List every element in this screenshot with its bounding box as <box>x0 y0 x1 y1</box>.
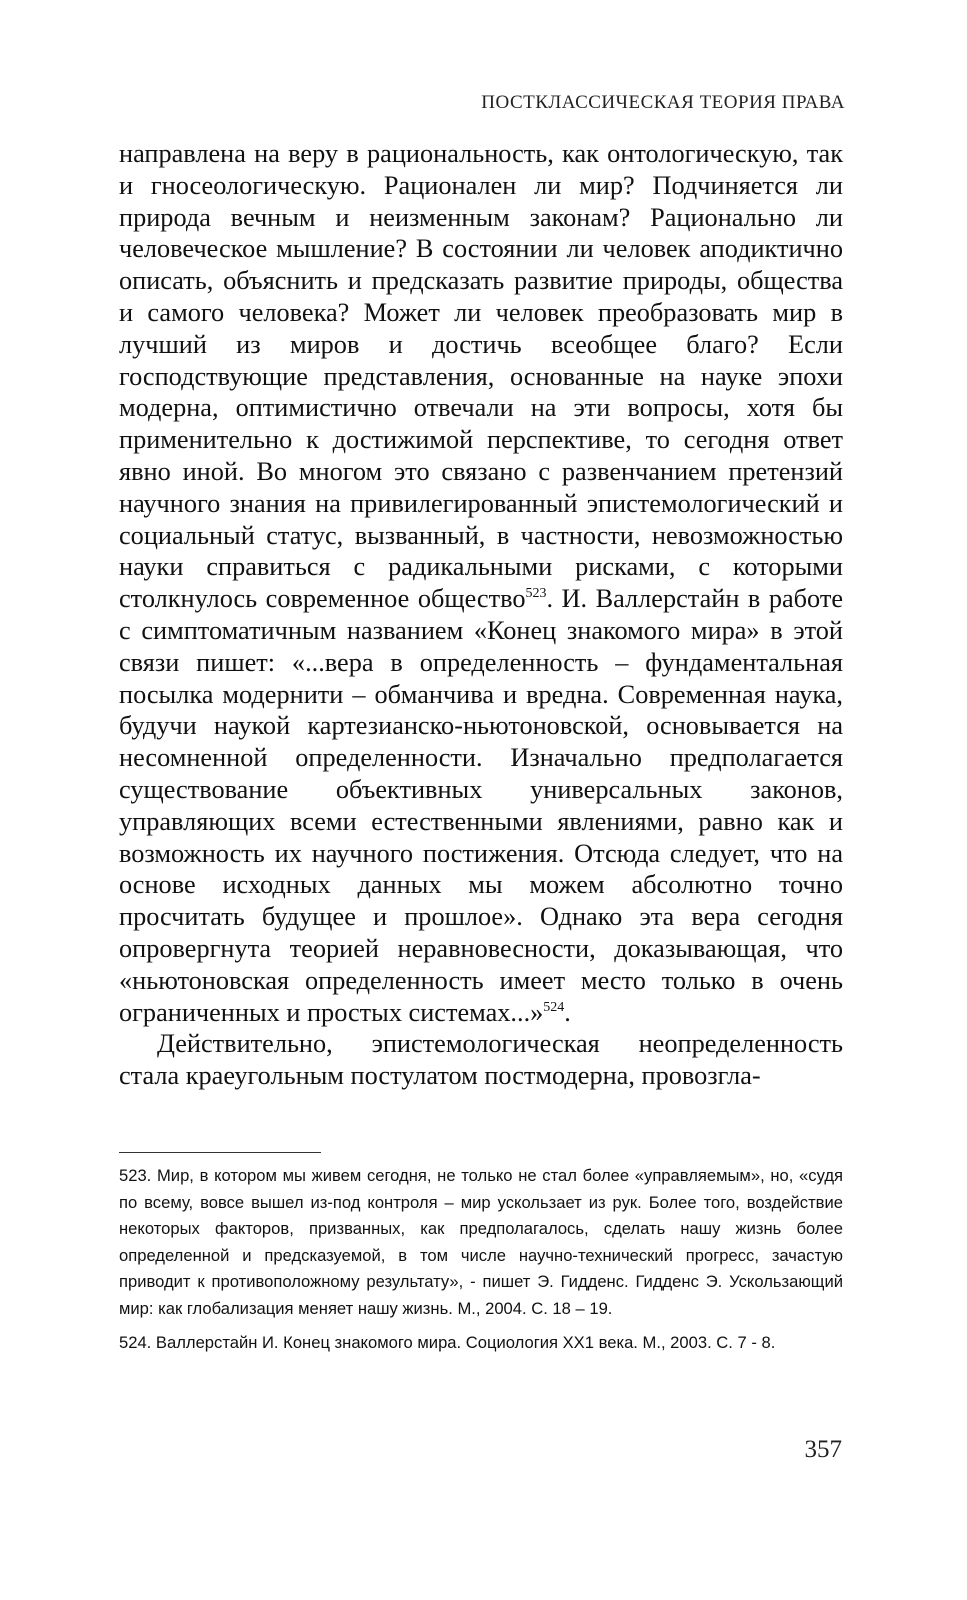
footnote-ref-523: 523 <box>525 586 547 602</box>
paragraph-1-part-2: . И. Валлерстайн в работе с симптоматичным названием «Конец знакомого мира» в этой связи пишет: «...вера в определенность – фундаментальная посылка модернити – обманчива и вредна. Современная наука, будучи наукой картезианско-ньютоновской, основывается на несомненной определенности. Изначально предполагается существование объективных универсальных законов, управляющих всеми естественными явлениями, равно как и возможность их научного постижения. Отсюда следует, что на основе исходных данных мы можем абсолютно точно просчитать будущее и прошлое». Однако эта вера сегодня опровергнута теорией неравновесности, доказывающая, что «ньютоновская определенность имеет место только в очень ограниченных и простых системах...» <box>119 584 843 1027</box>
footnote-523: 523. Мир, в котором мы живем сегодня, не только не стал более «управляемым», но, «судя по всему, вовсе вышел из-под контроля – мир ускользает из рук. Более того, воздействие некоторых факторов, призванных, как предполагалось, сделать нашу жизнь более определенной и предсказуемой, в том числе научно-технический прогресс, зачастую приводит к противоположному результату», - пишет Э. Гидденс. Гидденс Э. Ускользающий мир: как глобализация меняет нашу жизнь. М., 2004. С. 18 – 19. <box>119 1166 843 1318</box>
page-number: 357 <box>804 1436 842 1463</box>
footnote-separator <box>119 1152 321 1153</box>
footnote-ref-524: 524 <box>543 999 565 1015</box>
footnote-524: 524. Валлерстайн И. Конец знакомого мира. Социология XX1 века. М., 2003. С. 7 - 8. <box>119 1333 776 1352</box>
running-head: ПОСТКЛАССИЧЕСКАЯ ТЕОРИЯ ПРАВА <box>481 92 845 113</box>
footnotes <box>119 1163 843 1365</box>
paragraph-1-part-3: . <box>564 997 571 1027</box>
paragraph-1-part-1: направлена на веру в рациональность, как онтологическую, так и гносеологическую. Рационален ли мир? Подчиняется ли природа вечным и неизменным законам? Рационально ли человеческое мышление? В состоянии ли человек аподиктично описать, объяснить и предсказать развитие природы, общества и самого человека? Может ли человек преобразовать мир в лучший из миров и достичь всеобщее благо? Если господствующие представления, основанные на науке эпохи модерна, оптимистично отвечали на эти вопросы, хотя бы применительно к достижимой перспективе, то сегодня ответ явно иной. Во многом это связано с развенчанием претензий научного знания на привилегированный эпистемологический и социальный статус, вызванный, в частности, невозможностью науки справиться с радикальными рисками, с которыми столкнулось современное общество <box>119 139 843 614</box>
paragraph-1 <box>119 138 843 1028</box>
main-text <box>119 138 843 1092</box>
paragraph-2: Действительно, эпистемологическая неопределенность стала краеугольным постулатом постмодерна, провозгла- <box>119 1029 843 1091</box>
